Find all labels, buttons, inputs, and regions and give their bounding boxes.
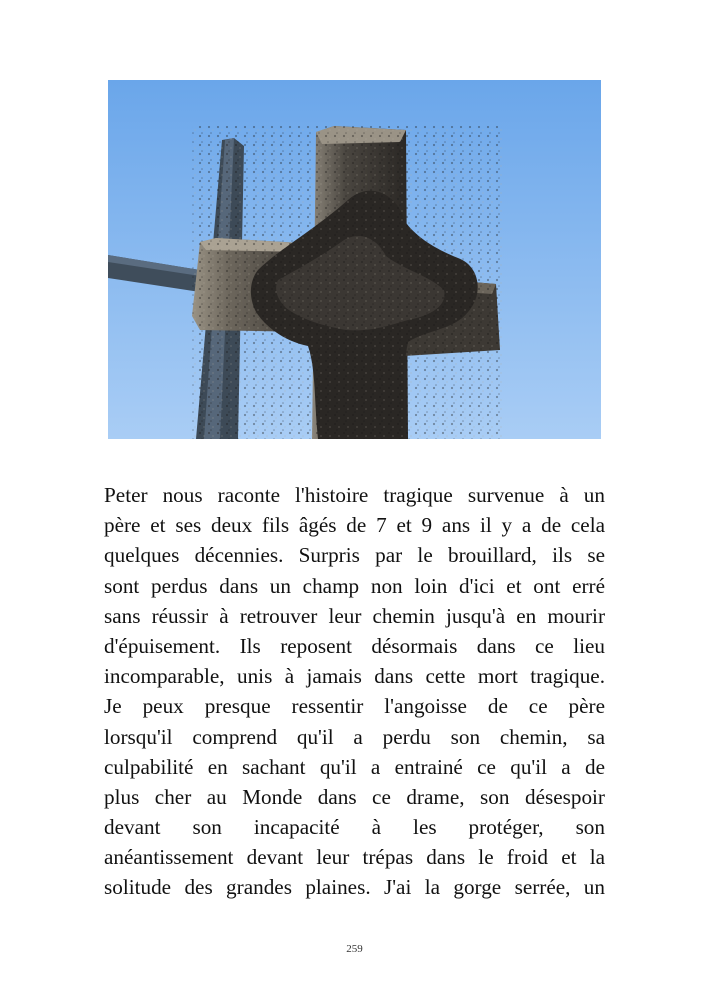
body-line: lorsqu'il comprend qu'il a perdu son chemin, sa	[104, 724, 605, 749]
body-line: père et ses deux fils âgés de 7 et 9 ans il y a de cela	[104, 513, 605, 538]
cross-photo	[108, 80, 601, 439]
body-line: sans réussir à retrouver leur chemin jusqu'à en mourir	[104, 603, 605, 628]
body-line: sont perdus dans un champ non loin d'ici et ont erré	[104, 573, 605, 598]
page-number: 259	[346, 943, 363, 955]
body-line: incomparable, unis à jamais dans cette mort tragique.	[104, 664, 605, 689]
body-line: culpabilité en sachant qu'il a entrainé ce qu'il a de	[104, 754, 605, 779]
body-paragraph	[104, 480, 605, 903]
body-line: plus cher au Monde dans ce drame, son désespoir	[104, 784, 605, 809]
body-line: anéantissement devant leur trépas dans le froid et la	[104, 845, 605, 870]
stone-cross-image	[108, 80, 601, 439]
body-line: quelques décennies. Surpris par le brouillard, ils se	[104, 543, 605, 568]
body-line: devant son incapacité à les protéger, son	[104, 815, 605, 840]
body-line: d'épuisement. Ils reposent désormais dans ce lieu	[104, 633, 605, 658]
body-line: Peter nous raconte l'histoire tragique survenue à un	[104, 483, 605, 507]
body-line: Je peux presque ressentir l'angoisse de ce père	[104, 694, 605, 719]
body-line: solitude des grandes plaines. J'ai la gorge serrée, un	[104, 875, 605, 900]
